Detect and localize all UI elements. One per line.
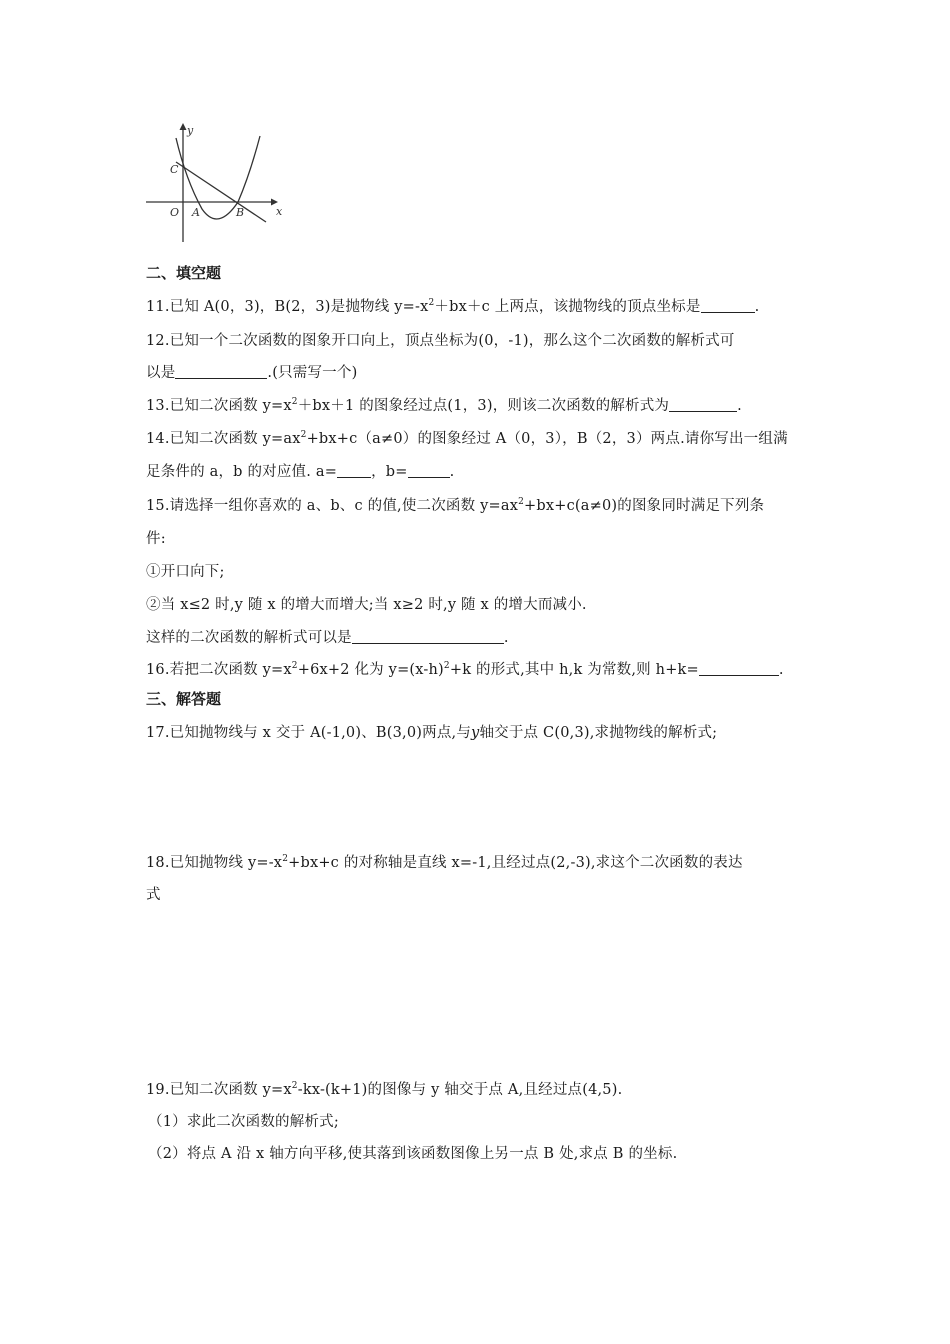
- q13-answer-blank[interactable]: [669, 397, 737, 412]
- q11-text-2: ＋bx＋c 上两点，该抛物线的顶点坐标是: [434, 299, 701, 315]
- q13-text: 13.已知二次函数 y=x: [146, 398, 292, 414]
- label-o: O: [170, 206, 180, 219]
- q17-text: 17.已知抛物线与 x 交于 A(-1,0)、B(3,0)两点,与: [146, 725, 472, 741]
- question-13: [146, 394, 742, 415]
- question-17: [146, 721, 717, 742]
- question-11: [146, 295, 759, 316]
- label-b: B: [236, 206, 245, 219]
- question-15-cond2: ②当 x≤2 时,y 随 x 的增大而增大;当 x≥2 时,y 随 x 的增大而减小.: [146, 597, 587, 613]
- label-a: A: [192, 206, 200, 219]
- question-18-line2: 式: [146, 887, 161, 903]
- q17-yvar: 𝑦: [471, 725, 480, 741]
- label-y: y: [187, 124, 194, 137]
- label-c: C: [170, 163, 179, 176]
- y-axis-arrow: [180, 123, 187, 130]
- q19-text: 19.已知二次函数 y=x: [146, 1082, 292, 1098]
- q18-text-2: +bx+c 的对称轴是直线 x=-1,且经过点(2,-3),求这个二次函数的表达: [288, 855, 743, 871]
- line-cb: [176, 162, 266, 222]
- question-12-line1: 12.已知一个二次函数的图象开口向上，顶点坐标为(0，-1)，那么这个二次函数的解析式可: [146, 333, 735, 349]
- q16-text-2: +6x+2 化为 y=(x-h): [297, 662, 444, 678]
- q13-exp: 2: [291, 397, 298, 407]
- q14-text-2: +bx+c（a≠0）的图象经过 A（0，3），B（2，3）两点.请你写出一组满: [306, 431, 788, 447]
- q16-exp: 2: [291, 661, 298, 671]
- q14-text: 14.已知二次函数 y=ax: [146, 431, 301, 447]
- q19-text-2: -kx-(k+1)的图像与 y 轴交于点 A,且经过点(4,5).: [297, 1082, 623, 1098]
- section-title-fill-blank: 二、填空题: [146, 264, 222, 282]
- question-15-line1: [146, 494, 764, 515]
- q13-text-2: ＋bx＋1 的图象经过点(1，3)，则该二次函数的解析式为: [297, 398, 670, 414]
- question-18-line1: [146, 851, 743, 872]
- q14-text-4: ，b=: [371, 464, 408, 480]
- q13-end: .: [737, 398, 742, 414]
- q15-text-2: +bx+c(a≠0)的图象同时满足下列条: [524, 498, 765, 514]
- q12-answer-blank[interactable]: [175, 364, 267, 379]
- q11-exp: 2: [428, 298, 435, 308]
- question-15-line5: [146, 626, 509, 647]
- q18-text: 18.已知抛物线 y=-x: [146, 855, 283, 871]
- q15-end: .: [503, 630, 509, 646]
- q16-text: 16.若把二次函数 y=x: [146, 662, 292, 678]
- q16-end: .: [778, 662, 784, 678]
- q12-text: 以是: [146, 365, 176, 381]
- parabola-figure: [140, 118, 290, 248]
- question-19-part1: （1）求此二次函数的解析式;: [148, 1114, 339, 1130]
- question-16: [146, 658, 784, 679]
- question-14-line1: [146, 427, 788, 448]
- q14-text-3: 足条件的 a，b 的对应值. a=: [146, 464, 338, 480]
- q15-answer-blank[interactable]: [352, 629, 504, 644]
- q11-text: 11.已知 A(0，3)，B(2，3)是抛物线 y=-x: [146, 299, 429, 315]
- question-14-line2: [146, 460, 454, 481]
- q14-end: .: [449, 464, 455, 480]
- q18-exp: 2: [282, 854, 289, 864]
- section-title-solve: 三、解答题: [146, 690, 222, 708]
- q16-exp-2: 2: [443, 661, 450, 671]
- parabola-curve: [176, 136, 260, 219]
- q12-text-2: .(只需写一个): [267, 365, 358, 381]
- q14-exp: 2: [300, 430, 307, 440]
- q15-exp: 2: [518, 497, 525, 507]
- question-19-part2: （2）将点 A 沿 x 轴方向平移,使其落到该函数图像上另一点 B 处,求点 B 的坐标.: [148, 1146, 678, 1162]
- q16-answer-blank[interactable]: [699, 661, 779, 676]
- q17-text-2: 轴交于点 C(0,3),求抛物线的解析式;: [479, 725, 718, 741]
- q11-answer-blank[interactable]: [701, 298, 755, 313]
- question-15-cond1: ①开口向下;: [146, 564, 225, 580]
- q16-text-3: +k 的形式,其中 h,k 为常数,则 h+k=: [449, 662, 699, 678]
- question-19: [146, 1078, 622, 1099]
- q15-text-3: 这样的二次函数的解析式可以是: [146, 630, 352, 646]
- question-12-line2: [146, 361, 357, 382]
- label-x: x: [276, 205, 283, 218]
- q15-text: 15.请选择一组你喜欢的 a、b、c 的值,使二次函数 y=ax: [146, 498, 519, 514]
- q14-a-blank[interactable]: [337, 463, 371, 478]
- q11-end: .: [754, 299, 760, 315]
- question-15-line2: 件:: [146, 531, 166, 547]
- q19-exp: 2: [291, 1081, 298, 1091]
- q14-b-blank[interactable]: [408, 463, 450, 478]
